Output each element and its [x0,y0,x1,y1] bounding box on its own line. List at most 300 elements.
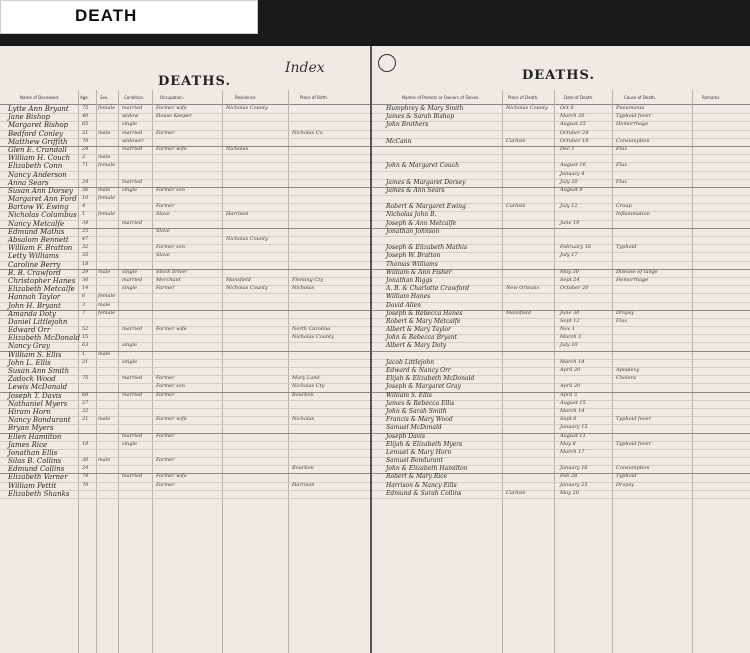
deceased-name: Nancy Metcalfe [8,219,65,228]
header-occupation: Occupation. [160,95,185,100]
parents-cell: Jacob Littlejohn [386,358,435,366]
date-of-death-cell: August 8 [560,186,583,193]
table-row [0,401,370,409]
place-of-death-cell: Carlisle [506,137,526,144]
date-of-death-cell: Oct 6 [560,105,574,111]
occupation-cell: Slave [156,211,170,218]
header-place: Place of Death. [508,95,539,100]
parents-cell: Samuel Bondurant [386,457,443,465]
age-cell: 74 [82,473,89,480]
deceased-name: Margaret Bishop [8,121,69,130]
deceased-name: Bedford Conley [8,129,64,138]
age-cell: 30 [82,276,89,283]
occupation-cell: Farmer wife [156,416,187,423]
age-cell: 7 [82,309,86,316]
index-annotation: Index [285,60,325,76]
parents-cell: Joseph & Elizabeth Mathis [386,244,468,252]
table-row [0,491,370,499]
parents-cell: Joseph & Ann Metcalfe [386,219,457,227]
parents-cell: Nicholas John B. [386,211,437,219]
left-entries [0,106,370,499]
age-cell: 4 [82,203,86,210]
condition-cell: widow [122,113,139,120]
condition-cell: single [122,342,138,349]
date-of-death-cell: March 14 [560,358,585,365]
parents-cell: Albert & Mary Doty [386,342,447,350]
condition-cell: married [122,105,143,111]
occupation-cell: House Keeper [156,113,192,120]
age-cell: 18 [82,260,89,267]
date-of-death-cell: April 20 [560,367,581,373]
parents-cell: James & Sarah Bishop [386,113,455,121]
age-cell: 29 [82,268,89,275]
age-cell: 70 [82,137,89,144]
date-of-death-cell: Dec 1 [560,145,575,152]
parents-cell: Joseph Davis [386,432,426,440]
cause-of-death-cell: Flux [616,145,628,152]
deceased-name: Edward Orr [8,326,51,335]
residence-cell: Nicholas County [226,285,268,292]
deceased-name: Daniel Littlejohn [8,317,68,326]
condition-cell: married [122,129,143,136]
date-of-death-cell: October 20 [560,285,589,292]
occupation-cell: Farmer [156,391,175,398]
deceased-name: Elizabeth Shanks [8,489,70,498]
condition-cell: single [122,358,138,365]
occupation-cell: Farmer [156,285,175,292]
parents-cell: John & Rebecca Bryant [386,334,458,342]
table-row [0,172,370,180]
birthplace-cell: North Carolina [292,326,331,333]
birthplace-cell: Nicholas County [292,334,334,341]
right-column-headers [372,90,750,105]
page-stamp-icon [378,54,396,72]
deceased-name: Nancy Bondurant [8,416,71,425]
age-cell: 19 [82,440,89,447]
date-of-death-cell: June 19 [560,219,580,226]
cause-of-death-cell: Flux [616,178,628,185]
cause-of-death-cell: Cholera [616,375,636,382]
deceased-name: Nicholas Columbus [8,211,77,220]
parents-cell: Harrison & Nancy Ellis [386,481,457,489]
header-name: Name of Deceased. [20,95,60,100]
parents-cell: Jonathan Riggs [386,276,433,284]
date-of-death-cell: Feb 28 [560,473,578,480]
deceased-name: William S. Ellis [8,350,62,359]
occupation-cell: Slave [156,227,170,234]
cause-of-death-cell: Typhoid [616,244,637,251]
date-of-death-cell: October 24 [560,129,589,136]
sex-cell: female [98,162,116,169]
parents-cell: David Allen [386,301,422,309]
residence-cell: Nicholas County [226,236,268,242]
sex-cell: male [98,457,111,464]
cause-of-death-cell: Dropsy [616,309,635,316]
occupation-cell: Farmer [156,457,175,464]
date-of-death-cell: August 16 [560,162,586,169]
place-of-death-cell: Carlisle [506,489,526,496]
parents-cell: John Brothers [386,121,429,129]
parents-cell: James & Rebecca Ellis [386,399,455,407]
header-birth: Place of Birth. [300,95,328,100]
condition-cell: married [122,178,143,185]
sex-cell: female [98,309,116,316]
parents-cell: William S. Ellis [386,391,432,399]
table-row [0,434,370,442]
place-of-death-cell: New Orleans [506,285,540,292]
age-cell: 35 [82,252,89,259]
birthplace-cell: Nicholas [292,416,315,423]
table-row [372,343,750,351]
header-condition: Condition. [124,95,145,100]
header-residence: Residence. [235,95,257,100]
parents-cell: Robert & Mary Rice [386,473,448,481]
deceased-name: Lewis McDonald [8,383,68,392]
age-cell: 71 [82,162,89,169]
deceased-name: Susan Ann Smith [8,367,70,375]
parents-cell: James & Margaret Dorsey [386,178,466,186]
date-of-death-cell: January 25 [560,481,588,488]
date-of-death-cell: January 16 [560,465,588,472]
cause-of-death-cell: Typhoid [616,473,637,480]
sex-cell: female [98,105,116,111]
birthplace-cell: Nicholas Co [292,129,323,136]
cause-of-death-cell: Typhoid fever [616,440,651,447]
deceased-name: Silas B. Collins [8,457,62,466]
table-row [0,417,370,425]
sex-cell: female [98,195,116,202]
parents-cell: Humphrey & Mary Smith [386,105,464,112]
deceased-name: Lytte Ann Bryant [8,105,69,113]
deceased-name: Bartow W. Ewing [8,203,69,212]
parents-cell: Joseph & Margaret Gray [386,383,461,391]
birthplace-cell: Bourbon [292,391,314,398]
condition-cell: married [122,219,143,226]
deceased-name: Caroline Berry [8,260,61,269]
sex-cell: male [98,154,111,161]
age-cell: 22 [82,407,89,414]
occupation-cell: Farmer son [156,383,185,390]
right-page-title: DEATHS. [522,68,595,83]
date-of-death-cell: February 16 [560,244,592,251]
date-of-death-cell: Nov 1 [560,326,575,333]
parents-cell: Joseph W. Bratton [386,252,441,260]
occupation-cell: Farmer [156,203,175,210]
cause-of-death-cell: Inflammation [616,211,650,218]
age-cell: 63 [82,342,89,349]
date-of-death-cell: March 20 [560,113,585,120]
occupation-cell: Farmer [156,432,175,439]
parents-cell: William Hanes [386,293,431,301]
parents-cell: Francis & Mary Wood [386,416,453,424]
age-cell: 27 [82,399,89,406]
occupation-cell: Farmer son [156,186,185,193]
deceased-name: Nathaniel Myers [8,399,68,408]
cause-of-death-cell: Croup [616,203,632,210]
date-of-death-cell: August 11 [560,432,586,439]
deceased-name: Ellen Hamilton [8,432,62,441]
condition-cell: widower [122,137,144,144]
age-cell: 21 [82,358,89,365]
occupation-cell: Farmer [156,375,175,382]
parents-cell: Edmund & Sarah Collins [386,489,462,497]
sex-cell: female [98,293,116,300]
header-age: Age. [80,95,90,100]
parents-cell: William & Ann Fisher [386,268,452,276]
sex-cell: male [98,186,111,193]
cause-of-death-cell: Flux [616,162,628,169]
condition-cell: single [122,121,138,128]
date-of-death-cell: Sept 8 [560,416,577,423]
age-cell: 1 [82,350,86,357]
date-of-death-cell: July 20 [560,178,578,185]
date-of-death-cell: August 25 [560,121,586,128]
date-of-death-cell: January 15 [560,424,588,431]
deceased-name: B. B. Crawford [8,268,61,277]
header-cause: Cause of Death. [624,95,657,100]
deceased-name: James Rice [8,440,48,449]
deceased-name: John H. Bryant [8,301,61,310]
cause-of-death-cell: Hemorrhage [616,121,649,128]
occupation-cell: Farmer son [156,244,185,251]
birthplace-cell: Nicholas [292,285,315,292]
age-cell: 24 [82,178,89,185]
condition-cell: married [122,276,143,283]
left-column-headers [0,90,370,105]
deceased-name: Absalom Bennett [8,236,69,244]
parents-cell: Samuel McDonald [386,424,442,432]
birthplace-cell: Harrison [292,481,315,488]
table-row [0,335,370,343]
deceased-name: Jonathan Ellis [8,448,58,457]
deceased-name: John L. Ellis [8,358,51,367]
parents-cell: Thomas Williams [386,260,438,268]
right-entries [372,106,750,499]
age-cell: 21 [82,416,89,423]
parents-cell: Elijah & Elizabeth McDonald [386,375,475,383]
condition-cell: married [122,473,143,480]
header-remarks: Remarks. [702,95,721,100]
date-of-death-cell: Sept 24 [560,276,580,283]
date-of-death-cell: May 8 [560,440,576,447]
age-cell: 24 [82,465,89,472]
sex-cell: male [98,301,111,308]
condition-cell: single [122,285,138,292]
parents-cell: Albert & Mary Taylor [386,326,451,334]
residence-cell: Nicholas [226,145,249,152]
deceased-name: Elizabeth Conn [8,162,63,171]
age-cell: 36 [82,186,89,193]
occupation-cell: Stock driver [156,268,188,275]
cause-of-death-cell: Hemorrhage [616,276,649,283]
date-of-death-cell: July 17 [560,252,578,259]
record-type-label [0,0,258,34]
date-of-death-cell: May 30 [560,268,579,275]
residence-cell: Harrison [226,211,249,218]
date-of-death-cell: March 3 [560,334,582,341]
parents-cell: Jonathan Johnson [386,227,440,235]
cause-of-death-cell: Flux [616,317,628,324]
occupation-cell: Farmer [156,481,175,488]
date-of-death-cell: October 18 [560,137,589,144]
age-cell: 3 [82,301,86,308]
deceased-name: Margaret Ann Ford [8,195,77,204]
date-of-death-cell: August 15 [560,399,586,406]
age-cell: 21 [82,129,89,136]
deceased-name: Joseph T. Davis [8,391,62,400]
table-row [0,352,370,360]
age-cell: 60 [82,391,89,398]
parents-cell: A. B. & Charlotte Crawford [386,285,470,293]
deceased-name: William Pettit [8,481,57,490]
deceased-name: William F. Bratton [8,244,73,253]
date-of-death-cell: May 20 [560,489,579,496]
header-date: Date of Death. [564,95,594,100]
cause-of-death-cell: Dropsy [616,481,635,488]
date-of-death-cell: July 12 [560,203,578,210]
birthplace-cell: Nicholas Cty [292,383,325,390]
deceased-name: Edmund Mathis [8,227,65,236]
age-cell: 2 [82,154,86,161]
age-cell: 32 [82,244,89,251]
age-cell: 6 [82,293,86,300]
parents-cell: John & Sarah Smith [386,407,447,415]
table-row [372,147,750,155]
date-of-death-cell: April 5 [560,391,578,398]
deceased-name: Zadock Wood [8,375,56,384]
deceased-name: Anna Sears [8,178,49,187]
sex-cell: male [98,350,111,357]
parents-cell: James & Ann Sears [386,186,445,194]
age-cell: 70 [82,481,89,488]
cause-of-death-cell: Disease of lungs [616,268,658,275]
age-cell: 30 [82,457,89,464]
occupation-cell: Farmer wife [156,473,187,480]
date-of-death-cell: March 14 [560,407,585,414]
cause-of-death-cell: Consumption [616,137,650,144]
parents-cell: Edward & Nancy Orr [386,367,451,374]
table-row [372,229,750,237]
cause-of-death-cell: Typhoid fever [616,416,651,423]
condition-cell: married [122,391,143,398]
deceased-name: Elizabeth Varner [8,473,68,482]
condition-cell: married [122,145,143,152]
parents-cell: Joseph & Rebecca Hanes [386,309,463,317]
table-row [372,491,750,499]
date-of-death-cell: July 10 [560,342,578,349]
condition-cell: single [122,440,138,447]
date-of-death-cell: January 4 [560,170,585,177]
residence-cell: Nicholas County [226,105,268,111]
cause-of-death-cell: Typhoid fever [616,113,651,120]
place-of-death-cell: Nicholas County [506,105,548,111]
sex-cell: female [98,211,116,218]
deceased-name: Hannah Taylor [8,293,61,302]
age-cell: 40 [82,113,89,120]
table-row [372,188,750,196]
sex-cell: male [98,416,111,423]
date-of-death-cell: Sept 12 [560,317,580,324]
deceased-name: Nancy Gray [8,342,50,351]
occupation-cell: Farmer wife [156,145,187,152]
deceased-name: Bryan Myers [8,424,54,433]
record-type-text: DEATH [75,6,138,25]
deceased-name: William H. Couch [8,154,71,163]
header-sex: Sex. [100,95,109,100]
cause-of-death-cell: Apoplexy [616,367,640,373]
sex-cell: male [98,129,111,136]
age-cell: 14 [82,285,89,292]
residence-cell: Mansfield [226,276,251,283]
left-page [0,46,372,653]
sex-cell: male [98,268,111,275]
deceased-name: Nancy Anderson [8,170,67,179]
age-cell: 10 [82,195,89,202]
occupation-cell: Farmer wife [156,105,187,111]
right-page [372,46,750,653]
cause-of-death-cell: Pneumonia [616,105,645,111]
age-cell: 47 [82,236,89,242]
deceased-name: Elizabeth McDonald [8,334,80,343]
cause-of-death-cell: Consumption [616,465,650,472]
date-of-death-cell: June 30 [560,309,580,316]
deceased-name: Jane Bishop [8,113,51,122]
parents-cell: McCann [386,137,412,145]
condition-cell: married [122,432,143,439]
age-cell: 15 [82,334,89,341]
age-cell: 34 [82,219,89,226]
header-parents: Names of Parents or Owners of Slaves. [402,95,480,100]
age-cell: 75 [82,105,89,111]
age-cell: 24 [82,145,89,152]
parents-cell: Robert & Mary Metcalfe [386,317,461,325]
deceased-name: Christopher Hanes [8,276,76,285]
table-row [372,294,750,302]
parents-cell: Robert & Margaret Ewing [386,203,466,211]
age-cell: 75 [82,375,89,382]
parents-cell: Elijah & Elizabeth Myers [386,440,463,448]
date-of-death-cell: March 17 [560,448,585,455]
deceased-name: Letty Williams [8,252,60,261]
condition-cell: married [122,326,143,333]
condition-cell: married [122,375,143,382]
occupation-cell: Farmer [156,129,175,136]
condition-cell: single [122,268,138,275]
birthplace-cell: Mary Land [292,375,320,382]
deceased-name: Glen E. Crandall [8,145,67,154]
ledger-spread [0,46,750,653]
deceased-name: Elizabeth Metcalfe [8,285,75,294]
deceased-name: Susan Ann Dorsey [8,186,73,195]
deceased-name: Amanda Doty [8,309,56,318]
parents-cell: Lemuel & Mary Horn [386,448,452,456]
left-page-title: DEATHS. [158,74,231,89]
deceased-name: Hiram Horn [8,407,51,416]
age-cell: 1 [82,211,86,218]
place-of-death-cell: Carlisle [506,203,526,210]
birthplace-cell: Fleming Cty [292,276,324,283]
deceased-name: Edmund Collins [8,465,65,474]
birthplace-cell: Bourbon [292,465,314,472]
age-cell: 52 [82,326,89,333]
deceased-name: Matthew Griffith [8,137,68,146]
parents-cell: John & Margaret Couch [386,162,459,170]
parents-cell: John & Elizabeth Hamilton [386,465,468,473]
condition-cell: single [122,186,138,193]
age-cell: 65 [82,121,89,128]
occupation-cell: Farmer wife [156,326,187,333]
occupation-cell: Slave [156,252,170,259]
